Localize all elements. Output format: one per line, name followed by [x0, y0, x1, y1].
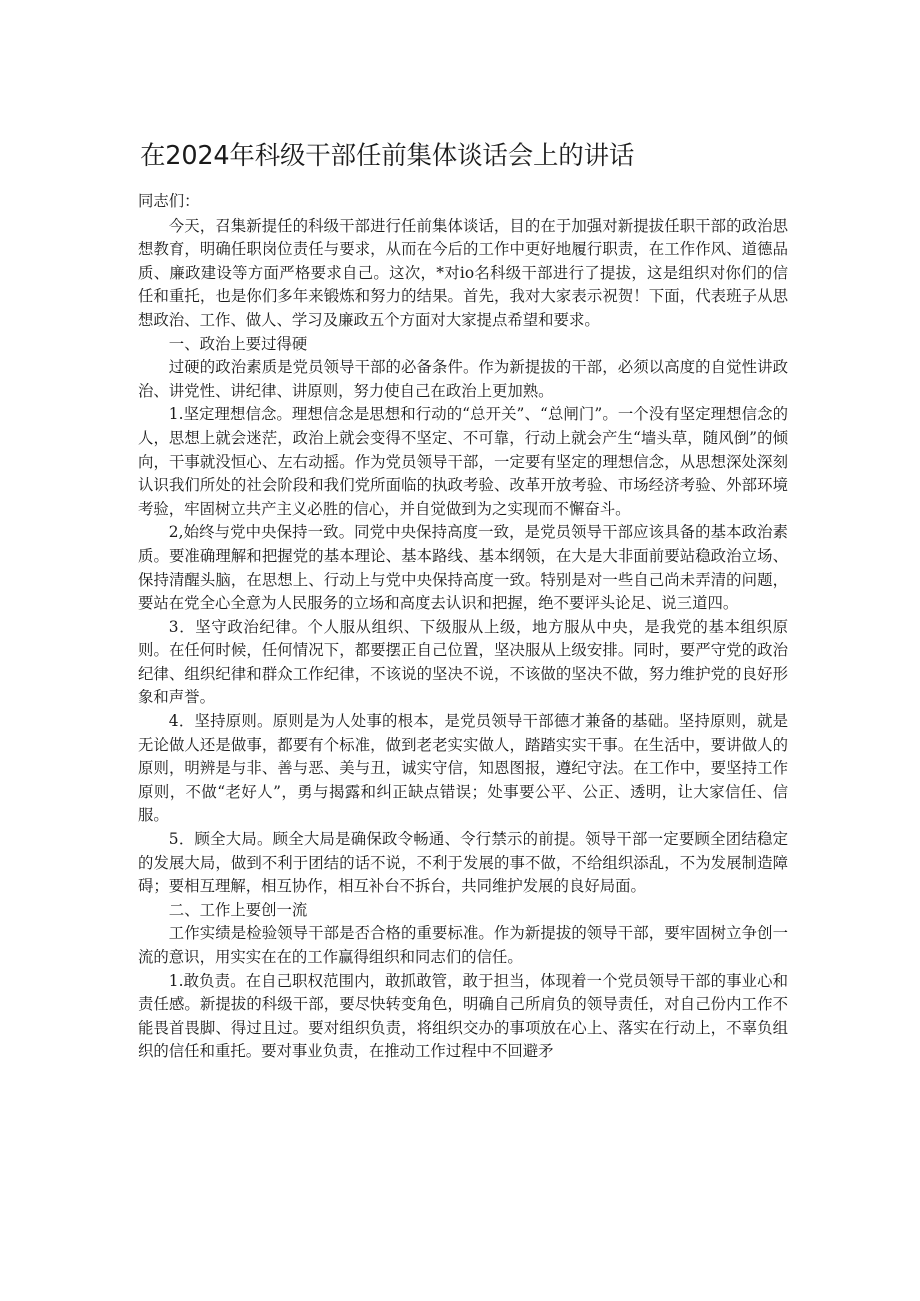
section-heading: 一、政治上要过得硬 — [168, 334, 308, 353]
salutation: 同志们： — [138, 192, 200, 210]
body-paragraph: 1.敢负责。在自己职权范围内，敢抓敢管，敢于担当，体现着一个党员领导干部的事业心和责任感。新提拔的科级干部，要尽快转变角色，明确自己所肩负的领导责任，对自己份内工作不能畏首畏脚、得过且过。要对组织负责，将组织交办的事项放在心上、落实在行动上，不辜负组织的信任和重托。要对事业负责，在推动工作过程中不回避矛 — [138, 971, 788, 1061]
body-paragraph: 今天，召集新提任的科级干部进行任前集体谈话，目的在于加强对新提拔任职干部的政治思想教育，明确任职岗位责任与要求，从而在今后的工作中更好地履行职责，在工作作风、道德品质、廉政建设等方面严格要求自己。这次，*对io名科级干部进行了提拔，这是组织对你们的信任和重托，也是你们多年来锻炼和努力的结果。首先，我对大家表示祝贺！下面，代表班子从思想政治、工作、做人、学习及廉政五个方面对大家提点希望和要求。 — [138, 216, 788, 329]
body-paragraph: 过硬的政治素质是党员领导干部的必备条件。作为新提拔的干部，必须以高度的自觉性讲政治、讲党性、讲纪律、讲原则，努力使自己在政治上更加熟。 — [138, 358, 788, 400]
body-paragraph: 3．坚守政治纪律。个人服从组织、下级服从上级，地方服从中央，是我党的基本组织原则。在任何时候，任何情况下，都要摆正自己位置，坚决服从上级安排。同时，要严守党的政治纪律、组织纪律和群众工作纪律，不该说的坚决不说，不该做的坚决不做，努力维护党的良好形象和声誉。 — [138, 617, 788, 707]
body-paragraph: 2,始终与党中央保持一致。同党中央保持高度一致，是党员领导干部应该具备的基本政治素质。要准确理解和把握党的基本理论、基本路线、基本纲领，在大是大非面前要站稳政治立场、保持清醒头脑，在思想上、行动上与党中央保持高度一致。特别是对一些自己尚未弄清的问题，要站在党全心全意为人民服务的立场和高度去认识和把握，绝不要评头论足、说三道四。 — [138, 523, 788, 613]
document-page — [138, 138, 788, 1064]
body-paragraph: 工作实绩是检验领导干部是否合格的重要标准。作为新提拔的领导干部，要牢固树立争创一流的意识，用实实在在的工作赢得组织和同志们的信任。 — [138, 924, 788, 966]
document-title: 在2024年科级干部任前集体谈话会上的讲话 — [140, 141, 635, 171]
body-paragraph: 5．顾全大局。顾全大局是确保政令畅通、令行禁示的前提。领导干部一定要顾全团结稳定的发展大局，做到不利于团结的话不说，不利于发展的事不做，不给组织添乱，不为发展制造障碍；要相互理解，相互协作，相互补台不拆台，共同维护发展的良好局面。 — [138, 830, 788, 896]
document-body — [138, 215, 788, 1064]
body-paragraph: 4．坚持原则。原则是为人处事的根本，是党员领导干部德才兼备的基础。坚持原则，就是无论做人还是做事，都要有个标准，做到老老实实做人，踏踏实实干事。在生活中，要讲做人的原则，明辨是与非、善与恶、美与丑，诚实守信，知恩图报，遵纪守法。在工作中，要坚持工作原则，不做“老好人”，勇与揭露和纠正缺点错误；处事要公平、公正、透明，让大家信任、信服。 — [138, 712, 788, 825]
section-heading: 二、工作上要创一流 — [168, 900, 308, 919]
body-paragraph: 1.坚定理想信念。理想信念是思想和行动的“总开关”、“总闸门”。一个没有坚定理想信念的人，思想上就会迷茫，政治上就会变得不坚定、不可靠，行动上就会产生“墙头草，随风倒”的倾向，干事就没恒心、左右动摇。作为党员领导干部，一定要有坚定的理想信念，从思想深处深刻认识我们所处的社会阶段和我们党所面临的执政考验、改革开放考验、市场经济考验、外部环境考验，牢固树立共产主义必胜的信心，并自觉做到为之实现而不懈奋斗。 — [138, 405, 788, 518]
